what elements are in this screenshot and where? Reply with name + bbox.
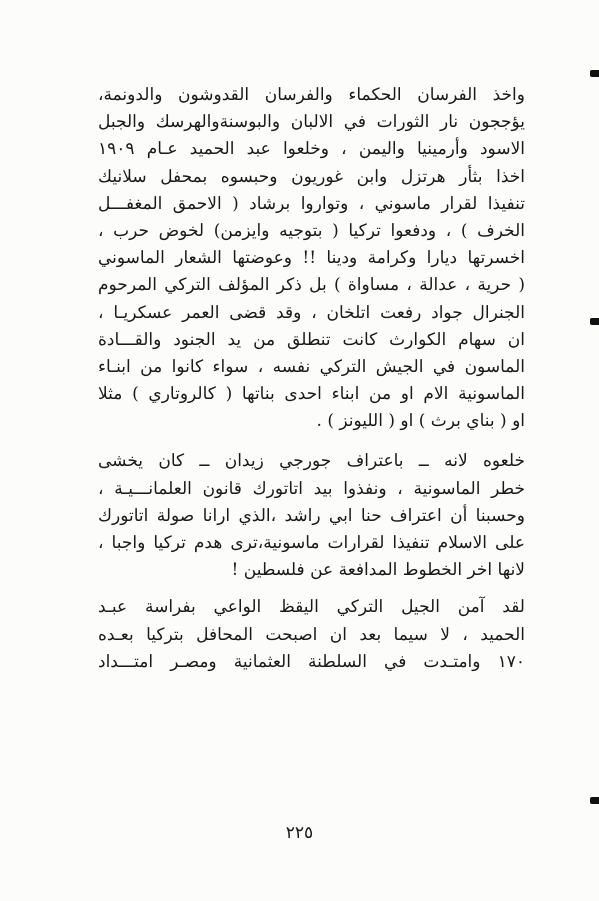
text-line: تنفيذا لقرار ماسوني ، وتواروا برشاد ( الاحمق المغفـــل (98, 193, 525, 214)
page-edge-mark (590, 70, 599, 77)
page-number: ٢٢٥ (285, 823, 314, 843)
paragraph-spacer (98, 435, 525, 448)
text-line: ان سهام الكوارث كانت تنطلق من يد الجنود والقـــادة (98, 329, 525, 350)
text-line: واخذ الفرسان الحكماء والفرسان القدوشون والدونمة، (98, 85, 525, 105)
paragraph-3 (98, 594, 525, 676)
text-line: على الاسلام تنفيذا لقرارات ماسونية،ترى هدم تركيا واجبا ، (98, 533, 525, 553)
text-line: الخرف ) ، ودفعوا تركيا ( بتوجيه وايزمن) لخوض حرب ، (98, 220, 525, 241)
page-edge-mark (590, 318, 599, 325)
text-line: ( حرية ، عدالة ، مساواة ) بل ذكر المؤلف التركي المرحوم (98, 275, 525, 296)
text-line: خطر الماسونية ، ونفذوا بيد اتاتورك قانون العلمانـــيـة ، (98, 478, 525, 499)
text-line: اخسرتها ديارا وكرامة ودينا !! وعوضتها الشعار الماسوني (98, 248, 525, 269)
text-line: الماسون في الجيش التركي نفسه ، سواء كانوا من ابنـاء (98, 356, 525, 377)
text-line: لقد آمن الجيل التركي اليقظ الواعي بفراسة عبـد (98, 597, 525, 618)
text-line: لانها اخر الخطوط المدافعة عن فلسطين ! (231, 560, 525, 581)
page-body (98, 82, 525, 676)
text-line: اخذا بثأر هرتزل وابن غوريون وحبسوه بمحفل سلانيك (98, 166, 525, 187)
text-line: الماسونية الام او من ابناء احدى بناتها ( كالروتاري ) مثلا (98, 384, 525, 405)
text-line: الحميد ، لا سيما بعد ان اصبحت المحافل بتركيا بعـده (98, 624, 525, 645)
text-line: وحسبنا أن اعتراف حنا ابي راشد ،الذي ارانا صولة اتاتورك (98, 505, 525, 526)
text-line: يؤججون نار الثورات في الالبان والبوسنةوالهرسك والجبل (98, 112, 525, 133)
paragraph-1 (98, 82, 525, 435)
text-line: خلعوه لانه ــ باعتراف جورجي زيدان ــ كان يخشى (98, 451, 525, 472)
text-line: او ( بناي برث ) او ( الليونز ) . (316, 411, 525, 432)
page-edge-mark (590, 797, 599, 804)
text-line: الجنرال جواد رفعت اتلخان ، وقد قضى العمر عسكريـا ، (98, 302, 525, 323)
paragraph-2 (98, 448, 525, 584)
text-line: ١٧٠ وامتـدت في السلطنة العثمانية ومصـر امتـــداد (98, 651, 525, 672)
text-line: الاسود وأرمينيا واليمن ، وخلعوا عبد الحميد عـام ١٩٠٩ (98, 139, 525, 160)
paragraph-spacer (98, 584, 525, 594)
